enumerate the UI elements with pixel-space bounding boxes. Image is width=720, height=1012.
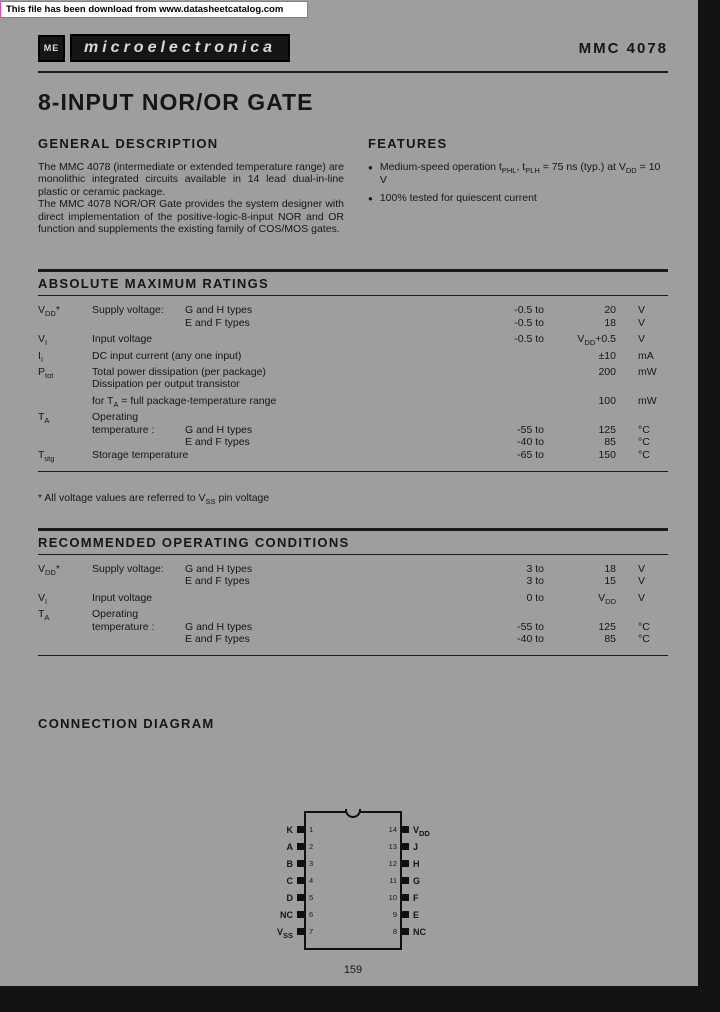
- table-row: [38, 563, 668, 575]
- logo-wordmark: microelectronica: [70, 34, 290, 62]
- row-parameter: E and F types: [185, 436, 250, 449]
- row-value: 18: [604, 562, 616, 575]
- pin-label-right: E: [413, 909, 420, 920]
- dip-pin-rows: [258, 811, 448, 950]
- section-top-rule: [38, 528, 668, 531]
- row-value: 15: [604, 575, 616, 588]
- pin-number-right: 10: [388, 893, 397, 903]
- pin-number-right: 8: [392, 927, 397, 937]
- description-paragraph: The MMC 4078 (intermediate or extended temperature range) are monolithic integrated circuits available in 14 lead dual-in-line plastic or ceramic package.: [38, 161, 344, 198]
- pin-pad-right: [402, 843, 409, 850]
- row-unit: [616, 411, 668, 423]
- dip-pin-row: [258, 923, 448, 940]
- feature-item: [368, 161, 668, 186]
- absolute-maximum-ratings-section: [38, 269, 668, 471]
- recommended-operating-conditions-heading: RECOMMENDED OPERATING CONDITIONS: [38, 534, 350, 550]
- table-row: [38, 575, 668, 587]
- row-parameter: E and F types: [185, 632, 250, 645]
- table-row: [38, 378, 668, 390]
- row-range: [466, 411, 544, 423]
- feature-item: [368, 192, 668, 205]
- row-value: 85: [604, 632, 616, 645]
- row-value: 125: [598, 620, 616, 633]
- pin-pad-left: [297, 877, 304, 884]
- dip-pin-row: [258, 838, 448, 855]
- row-value: $V_{DD}$: [598, 591, 616, 606]
- row-parameter: Total power dissipation (per package): [92, 366, 266, 379]
- row-range: [466, 378, 544, 390]
- pin-pad-right: [402, 877, 409, 884]
- row-symbol: $P_{tot}$: [38, 366, 54, 381]
- pin-pad-left: [297, 860, 304, 867]
- table-row: [38, 304, 668, 319]
- pin-pad-left: [297, 928, 304, 935]
- scan-right-band: [698, 0, 720, 1012]
- row-value: 20: [604, 304, 616, 317]
- row-unit: °C: [638, 620, 650, 633]
- pin-pad-right: [402, 826, 409, 833]
- feature-text: 100% tested for quiescent current: [379, 192, 537, 205]
- table-row: [38, 366, 668, 381]
- row-value: ±10: [598, 349, 616, 362]
- row-symbol: [38, 575, 92, 587]
- pin-number-left: 4: [309, 876, 314, 886]
- row-symbol: $T_A$: [38, 411, 50, 426]
- pin-pad-left: [297, 843, 304, 850]
- row-unit: mW: [638, 394, 657, 407]
- bullet-icon: ●: [368, 194, 373, 204]
- row-parameter: Input voltage: [92, 591, 153, 604]
- row-parameter: Operating: [92, 608, 139, 621]
- pin-label-left: D: [286, 892, 293, 903]
- section-bottom-rule: [38, 655, 668, 656]
- row-range: 0 to: [526, 591, 544, 604]
- row-value: 18: [604, 316, 616, 329]
- pin-label-left: NC: [280, 909, 293, 920]
- table-row: [38, 411, 668, 426]
- recommended-operating-conditions-section: [38, 528, 668, 656]
- row-unit: V: [638, 333, 646, 346]
- row-value: [544, 378, 616, 390]
- table-row: [38, 592, 668, 604]
- row-parameter: Supply voltage: G and H types: [92, 304, 253, 317]
- features-list: [368, 161, 668, 205]
- pin-label-left: B: [286, 858, 293, 869]
- dip-pin-row: [258, 889, 448, 906]
- pin-number-right: 12: [388, 859, 397, 869]
- row-symbol: [38, 378, 92, 390]
- row-range: 3 to: [526, 575, 544, 588]
- row-range: [466, 608, 544, 620]
- row-symbol: [38, 436, 92, 448]
- page-title: 8-INPUT NOR/OR GATE: [38, 89, 314, 115]
- row-value: 150: [598, 448, 616, 461]
- row-range: -55 to: [517, 423, 544, 436]
- row-range: -65 to: [517, 448, 544, 461]
- scan-bottom-band: [0, 986, 720, 1012]
- row-parameter: temperature : G and H types: [92, 620, 253, 633]
- dip-pin-row: [258, 872, 448, 889]
- table-row: [38, 449, 668, 461]
- row-unit: V: [638, 304, 646, 317]
- pin-label-right: $V_{DD}$: [413, 824, 430, 838]
- pin-label-right: F: [413, 892, 419, 903]
- row-symbol: [38, 633, 92, 645]
- absolute-maximum-ratings-heading: ABSOLUTE MAXIMUM RATINGS: [38, 276, 270, 292]
- section-bottom-rule: [38, 471, 668, 472]
- table-row: [38, 333, 668, 348]
- row-symbol: $V_{DD}*$: [38, 562, 60, 577]
- row-unit: V: [638, 316, 646, 329]
- row-parameter: Supply voltage: G and H types: [92, 562, 253, 575]
- table-row: [38, 608, 668, 623]
- watermark-text: This file has been download from www.datasheetcatalog.com: [6, 4, 284, 15]
- pin-number-left: 3: [309, 859, 314, 869]
- feature-text: Medium-speed operation $t_{PHL}$, $t_{PLH} = 75$ ns (typ.) at $V_{DD} = 10$ V: [379, 161, 661, 186]
- pin-number-left: 7: [309, 927, 314, 937]
- row-unit: °C: [638, 436, 650, 449]
- row-symbol: $T_A$: [38, 608, 50, 623]
- pin-label-right: H: [413, 858, 420, 869]
- row-range: -40 to: [517, 632, 544, 645]
- voltage-footnote: * All voltage values are referred to $V_{SS}$ pin voltage: [38, 491, 270, 506]
- row-parameter: E and F types: [185, 316, 250, 329]
- page-header: [38, 34, 668, 62]
- bullet-icon: ●: [368, 163, 373, 172]
- pin-number-right: 13: [388, 842, 397, 852]
- features-column: [368, 136, 668, 235]
- row-value: [544, 411, 616, 423]
- dip-package: [258, 811, 448, 950]
- row-symbol: $V_{DD}*$: [38, 304, 60, 319]
- table-row: [38, 317, 668, 329]
- section-top-rule: [38, 269, 668, 272]
- row-value: [544, 608, 616, 620]
- table-row: [38, 395, 668, 407]
- recommended-operating-conditions-table: [38, 555, 668, 655]
- pin-label-left: $V_{SS}$: [276, 926, 293, 940]
- row-value: 125: [598, 423, 616, 436]
- dip-pin-row: [258, 821, 448, 838]
- general-description-heading: GENERAL DESCRIPTION: [38, 136, 219, 151]
- row-unit: [616, 378, 668, 390]
- page-number: 159: [343, 964, 363, 977]
- pin-pad-left: [297, 826, 304, 833]
- row-symbol: $V_I$: [38, 333, 48, 348]
- row-unit: V: [638, 575, 646, 588]
- row-unit: mA: [638, 349, 654, 362]
- row-symbol: $V_I$: [38, 591, 48, 606]
- row-symbol: $I_I$: [38, 349, 44, 364]
- pin-label-left: C: [286, 875, 293, 886]
- row-parameter: Operating: [92, 411, 139, 424]
- pin-label-left: K: [286, 824, 293, 835]
- row-symbol: $T_{stg}$: [38, 448, 55, 463]
- row-unit: °C: [638, 423, 650, 436]
- row-unit: °C: [638, 448, 650, 461]
- row-symbol: [38, 424, 92, 436]
- row-parameter: temperature : G and H types: [92, 423, 253, 436]
- connection-diagram: [38, 811, 668, 950]
- row-unit: V: [638, 562, 646, 575]
- row-range: 3 to: [526, 562, 544, 575]
- row-parameter: for $T_A$ = full package-temperature range: [92, 394, 277, 409]
- row-range: [466, 366, 544, 378]
- table-row: [38, 633, 668, 645]
- row-value: 200: [598, 366, 616, 379]
- table-row: [38, 424, 668, 436]
- pin-number-right: 14: [388, 825, 397, 835]
- row-range: -0.5 to: [514, 304, 544, 317]
- table-row: [38, 621, 668, 633]
- pin-number-left: 2: [309, 842, 314, 852]
- row-range: -40 to: [517, 436, 544, 449]
- features-heading: FEATURES: [368, 136, 448, 151]
- row-unit: mW: [638, 366, 657, 379]
- pin-number-left: 5: [309, 893, 314, 903]
- dip-pin-row: [258, 906, 448, 923]
- row-parameter: Storage temperature: [92, 448, 189, 461]
- datasheet-page: [38, 34, 668, 976]
- row-range: [466, 395, 544, 407]
- pin-pad-right: [402, 894, 409, 901]
- pin-number-left: 6: [309, 910, 314, 920]
- pin-pad-right: [402, 928, 409, 935]
- pin-number-right: 11: [389, 876, 397, 886]
- description-paragraph: The MMC 4078 NOR/OR Gate provides the system designer with direct implementation of the positive-logic-8-input NOR and OR function and supplements the existing family of COS/MOS gates.: [38, 198, 344, 236]
- row-symbol: [38, 621, 92, 633]
- pin-label-right: J: [413, 841, 419, 852]
- pin-number-left: 1: [309, 825, 314, 835]
- part-number: MMC 4078: [578, 39, 668, 57]
- pin-pad-left: [297, 894, 304, 901]
- pin-number-right: 9: [392, 910, 397, 920]
- row-symbol: [38, 317, 92, 329]
- row-parameter: E and F types: [185, 575, 250, 588]
- row-parameter: DC input current (any one input): [92, 349, 242, 362]
- absolute-maximum-ratings-table: [38, 296, 668, 470]
- table-row: [38, 436, 668, 448]
- general-description-body: [38, 161, 344, 235]
- row-value: 85: [604, 436, 616, 449]
- logo-emblem-icon: ME: [38, 35, 65, 62]
- row-parameter: Input voltage: [92, 333, 153, 346]
- row-symbol: [38, 395, 92, 407]
- pin-label-right: G: [413, 875, 421, 886]
- pin-pad-right: [402, 860, 409, 867]
- row-unit: [616, 608, 668, 620]
- row-range: [466, 350, 544, 362]
- row-range: -0.5 to: [514, 316, 544, 329]
- pin-label-right: NC: [413, 926, 426, 937]
- row-unit: V: [638, 591, 646, 604]
- manufacturer-logo: [38, 34, 290, 62]
- row-range: -55 to: [517, 620, 544, 633]
- pin-label-left: A: [286, 841, 293, 852]
- row-unit: °C: [638, 632, 650, 645]
- header-divider: [38, 71, 668, 73]
- general-description-column: [38, 136, 344, 235]
- dip-pin-row: [258, 855, 448, 872]
- connection-diagram-heading: CONNECTION DIAGRAM: [38, 716, 215, 732]
- description-features-section: [38, 136, 668, 235]
- row-value: 100: [598, 394, 616, 407]
- row-range: -0.5 to: [514, 333, 544, 346]
- row-value: $V_{DD}+0.5$: [577, 333, 616, 348]
- pin-pad-right: [402, 911, 409, 918]
- watermark-banner: [0, 1, 308, 18]
- pin-pad-left: [297, 911, 304, 918]
- table-row: [38, 350, 668, 362]
- row-parameter: Dissipation per output transistor: [92, 378, 240, 391]
